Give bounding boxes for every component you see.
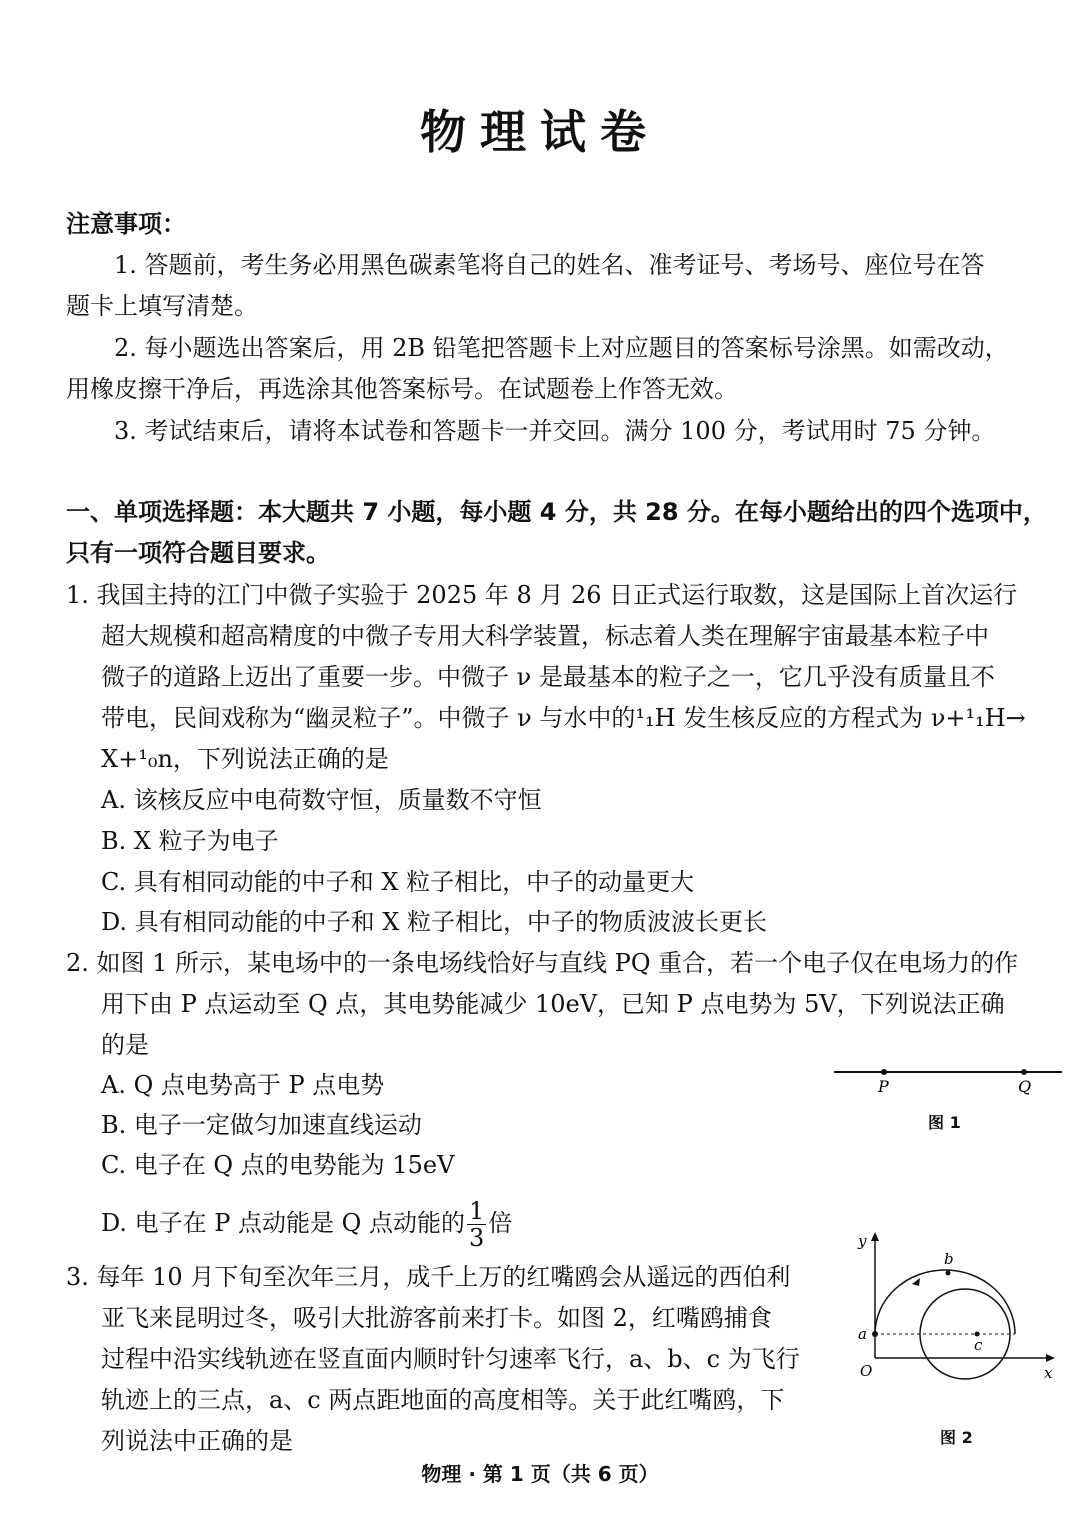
notice-item-2: 2. 每小题选出答案后，用 2B 铅笔把答题卡上对应题目的答案标号涂黑。如需改动， bbox=[114, 334, 1009, 362]
notice-item-1: 1. 答题前，考生务必用黑色碳素笔将自己的姓名、准考证号、考场号、座位号在答 bbox=[114, 251, 985, 279]
q1-line-4: 带电，民间戏称为“幽灵粒子”。中微子 ν 与水中的¹₁H 发生核反应的方程式为 ν+¹₁H→ bbox=[101, 704, 1026, 732]
point-c-label: c bbox=[974, 1336, 983, 1354]
q2-option-d-suffix: 倍 bbox=[488, 1209, 513, 1237]
figure-1-caption: 图 1 bbox=[928, 1113, 961, 1132]
notice-item-2-cont: 用橡皮擦干净后，再选涂其他答案标号。在试题卷上作答无效。 bbox=[66, 375, 738, 403]
page-title: 物理试卷 bbox=[420, 105, 660, 159]
y-axis-arrow bbox=[871, 1232, 879, 1241]
q2-option-d bbox=[101, 1193, 512, 1253]
q2-option-d-text: D. 电子在 P 点动能是 Q 点动能的 bbox=[101, 1209, 465, 1237]
x-axis-arrow bbox=[1046, 1354, 1055, 1362]
q2-option-a: A. Q 点电势高于 P 点电势 bbox=[101, 1071, 385, 1099]
point-b-label: b bbox=[944, 1250, 954, 1268]
figure-2-caption: 图 2 bbox=[940, 1428, 973, 1447]
q1-line-5: X+¹₀n，下列说法正确的是 bbox=[101, 745, 389, 773]
q2-option-b: B. 电子一定做匀加速直线运动 bbox=[101, 1111, 422, 1139]
point-p-label: P bbox=[878, 1077, 889, 1096]
q3-line-5: 列说法中正确的是 bbox=[101, 1427, 293, 1455]
notice-item-1-cont: 题卡上填写清楚。 bbox=[66, 292, 258, 320]
figure-2-diagram bbox=[850, 1228, 1060, 1388]
q1-option-b: B. X 粒子为电子 bbox=[101, 827, 279, 855]
q1-line-3: 微子的道路上迈出了重要一步。中微子 ν 是最基本的粒子之一，它几乎没有质量且不 bbox=[101, 663, 995, 691]
point-b-marker bbox=[946, 1271, 951, 1276]
q1-line-2: 超大规模和超高精度的中微子专用大科学装置，标志着人类在理解宇宙最基本粒子中 bbox=[101, 622, 989, 650]
x-axis-label: x bbox=[1044, 1364, 1053, 1382]
q1-option-d: D. 具有相同动能的中子和 X 粒子相比，中子的物质波波长更长 bbox=[101, 908, 767, 936]
notice-item-3: 3. 考试结束后，请将本试卷和答题卡一并交回。满分 100 分，考试用时 75 分钟。 bbox=[114, 417, 996, 445]
q1-line-1: 1. 我国主持的江门中微子实验于 2025 年 8 月 26 日正式运行取数，这是国际上首次运行 bbox=[66, 581, 1018, 609]
point-q-label: Q bbox=[1018, 1077, 1032, 1096]
notice-heading: 注意事项： bbox=[66, 210, 186, 238]
point-a-label: a bbox=[858, 1325, 867, 1343]
q2-line-1: 2. 如图 1 所示，某电场中的一条电场线恰好与直线 PQ 重合，若一个电子仅在电场力的作 bbox=[66, 949, 1019, 977]
fraction-denominator: 3 bbox=[468, 1224, 485, 1252]
q2-option-c: C. 电子在 Q 点的电势能为 15eV bbox=[101, 1151, 455, 1179]
q2-line-3: 的是 bbox=[101, 1031, 149, 1059]
q2-line-2: 用下由 P 点运动至 Q 点，其电势能减少 10eV，已知 P 点电势为 5V，下列说法正确 bbox=[101, 990, 1005, 1018]
section-heading: 一、单项选择题：本大题共 7 小题，每小题 4 分，共 28 分。在每小题给出的四个选项中， bbox=[66, 498, 1047, 526]
page-footer: 物理 · 第 1 页（共 6 页） bbox=[421, 1462, 659, 1486]
figure-1-diagram bbox=[830, 1060, 1066, 1100]
point-p-marker bbox=[881, 1069, 887, 1075]
origin-label: O bbox=[860, 1362, 873, 1380]
q3-line-2: 亚飞来昆明过冬，吸引大批游客前来打卡。如图 2，红嘴鸥捕食 bbox=[101, 1304, 772, 1332]
q1-option-c: C. 具有相同动能的中子和 X 粒子相比，中子的动量更大 bbox=[101, 868, 695, 896]
direction-arrow bbox=[912, 1278, 920, 1286]
q3-line-4: 轨迹上的三点，a、c 两点距地面的高度相等。关于此红嘴鸥，下 bbox=[101, 1386, 785, 1414]
point-q-marker bbox=[1021, 1069, 1027, 1075]
q3-line-1: 3. 每年 10 月下旬至次年三月，成千上万的红嘴鸥会从遥远的西伯利 bbox=[66, 1263, 791, 1291]
fraction bbox=[467, 1198, 486, 1251]
section-heading-cont: 只有一项符合题目要求。 bbox=[66, 539, 330, 567]
q3-line-3: 过程中沿实线轨迹在竖直面内顺时针匀速率飞行，a、b、c 为飞行 bbox=[101, 1345, 800, 1373]
fraction-numerator: 1 bbox=[468, 1197, 485, 1225]
y-axis-label: y bbox=[858, 1232, 867, 1250]
point-a-marker bbox=[872, 1331, 878, 1337]
q1-option-a: A. 该核反应中电荷数守恒，质量数不守恒 bbox=[101, 786, 542, 814]
outer-trajectory bbox=[875, 1270, 1015, 1334]
